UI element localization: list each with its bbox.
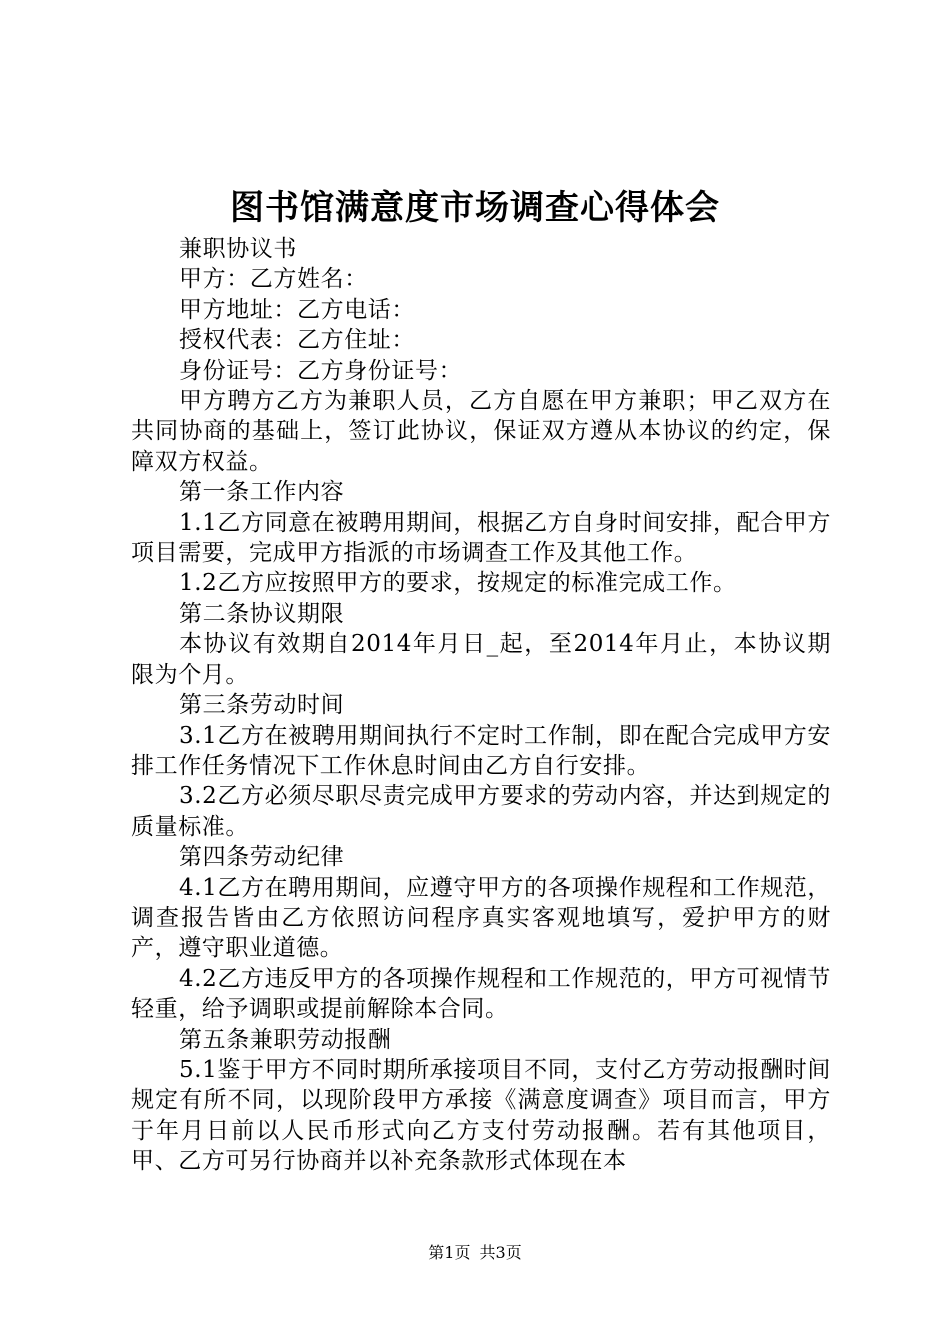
paragraph: 兼职协议书: [179, 236, 297, 262]
section-heading: 第二条协议期限: [179, 600, 345, 627]
section-heading: 第四条劳动纪律: [179, 844, 345, 871]
paragraph: 授权代表：乙方住址：: [179, 327, 415, 354]
paragraph: 3.1乙方在被聘用期间执行不定时工作制，即在配合完成甲方安排工作任务情况下工作休息时间由乙方自行安排。: [131, 722, 831, 779]
paragraph: 4.1乙方在聘用期间，应遵守甲方的各项操作规程和工作规范，调查报告皆由乙方依照访问程序真实客观地填写，爱护甲方的财产，遵守职业道德。: [131, 874, 831, 962]
paragraph: 1.1乙方同意在被聘用期间，根据乙方自身时间安排，配合甲方项目需要，完成甲方指派的市场调查工作及其他工作。: [131, 509, 831, 567]
paragraph: 3.2乙方必须尽职尽责完成甲方要求的劳动内容，并达到规定的质量标准。: [131, 783, 831, 840]
page-total: 共3页: [479, 1243, 522, 1262]
document-body: [131, 234, 831, 1177]
section-heading: 第三条劳动时间: [179, 692, 345, 719]
section-heading: 第一条工作内容: [179, 479, 345, 506]
paragraph: 甲方地址：乙方电话：: [179, 296, 415, 323]
page-number: 第1页: [428, 1243, 471, 1262]
section-heading: 第五条兼职劳动报酬: [179, 1026, 392, 1053]
paragraph: 4.2乙方违反甲方的各项操作规程和工作规范的，甲方可视情节轻重，给予调职或提前解除本合同。: [131, 965, 831, 1023]
page-footer: [0, 1242, 950, 1264]
paragraph: 5.1鉴于甲方不同时期所承接项目不同，支付乙方劳动报酬时间规定有所不同，以现阶段甲方承接《满意度调查》项目而言，甲方于年月日前以人民币形式向乙方支付劳动报酬。若有其他项目，甲、乙方可另行协商并以补充条款形式体现在本: [131, 1056, 831, 1175]
paragraph: 本协议有效期自2014年月日_起，至2014年月止，本协议期限为个月。: [131, 631, 831, 688]
paragraph: 1.2乙方应按照甲方的要求，按规定的标准完成工作。: [179, 570, 737, 597]
paragraph: 甲方聘方乙方为兼职人员，乙方自愿在甲方兼职；甲乙双方在共同协商的基础上，签订此协议，保证双方遵从本协议的约定，保障双方权益。: [131, 388, 831, 475]
paragraph: 身份证号：乙方身份证号：: [179, 357, 463, 384]
document-title: 图书馆满意度市场调查心得体会: [230, 188, 720, 228]
paragraph: 甲方：乙方姓名：: [179, 266, 368, 293]
